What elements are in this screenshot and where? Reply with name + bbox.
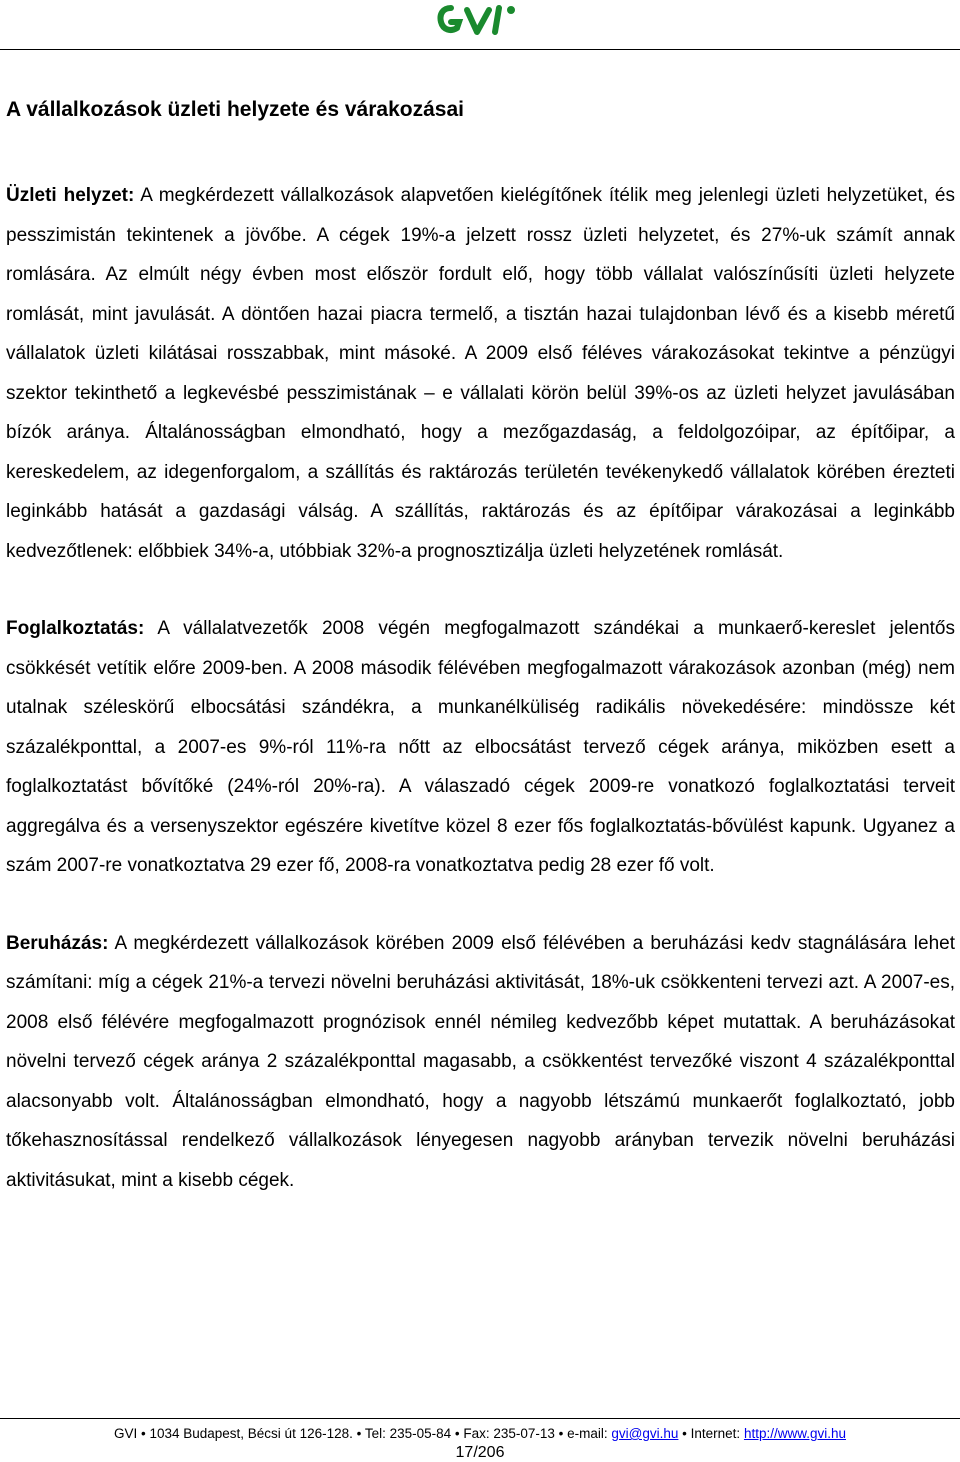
section-text: A megkérdezett vállalkozások körében 2009 első félévében a beruházási kedv stagnálására lehet számítani: míg a cégek 21%-a tervezi növelni beruházási aktivitását, 18%-uk csökkenteni tervezi azt. A 2007-es, 2008 első félévére megfogalmazott prognózisok ennél némileg kedvezőbb képet mutattak. A beruházásokat növelni tervező cégek aránya 2 százalékponttal magasabb, a csökkentést tervezőké viszont 4 százalékponttal alacsonyabb volt. Általánosságban elmondható, hogy a nagyobb létszámú munkaerőt foglalkoztató, jobb tőkehasznosítással rendelkező vállalkozások lényegesen nagyobb arányban tervezik növelni beruházási aktivitásukat, mint a kisebb cégek.: [6, 932, 955, 1191]
section-text: A megkérdezett vállalkozások alapvetően kielégítőnek ítélik meg jelenlegi üzleti helyzetüket, és pesszimistán tekintenek a jövőbe. A cégek 19%-a jelzett rossz üzleti helyzetet, és 27%-uk számít annak romlására. Az elmúlt négy évben most először fordult elő, hogy több vállalat valószínűsíti üzleti helyzete romlását, mint javulását. A döntően hazai piacra termelő, a tisztán hazai tulajdonban lévő és a kisebb méretű vállalatok üzleti kilátásai rosszabbak, mint másoké. A 2009 első féléves várakozásokat tekintve a pénzügyi szektor tekinthető a legkevésbé pesszimistának – e vállalati körön belül 39%-os az üzleti helyzet javulásában bízók aránya. Általánosságban elmondható, hogy a mezőgazdaság, a feldolgozóipar, az építőipar, a kereskedelem, az idegenforgalom, a szállítás és raktározás területén tevékenykedő vállalatok körében érezteti leginkább hatását a gazdasági válság. A szállítás, raktározás és az építőipar várakozásai a leginkább kedvezőtlenek: előbbiek 34%-a, utóbbiak 32%-a prognosztizálja üzleti helyzetének romlását.: [6, 185, 955, 562]
footer-internet-label: • Internet:: [678, 1426, 744, 1441]
footer-divider: [0, 1418, 960, 1419]
section-investment: [6, 924, 955, 1201]
section-heading: Üzleti helyzet:: [6, 185, 135, 206]
section-heading: Foglalkoztatás:: [6, 618, 145, 639]
document-title: A vállalkozások üzleti helyzete és várakozásai: [6, 98, 464, 121]
section-text: A vállalatvezetők 2008 végén megfogalmazott szándékai a munkaerő-kereslet jelentős csökkését vetítik előre 2009-ben. A 2008 második félévében megfogalmazott várakozások azonban (még) nem utalnak széleskörű elbocsátási szándékra, a munkanélküliség radikális növekedésére: mindössze két százalékponttal, a 2007-es 9%-ról 11%-ra nőtt az elbocsátást tervező cégek aránya, miközben esett a foglalkoztatást bővítőké (24%-ról 20%-ra). A válaszadó cégek 2009-re vonatkozó foglalkoztatási terveit aggregálva és a versenyszektor egészére kivetítve közel 8 ezer fős foglalkoztatás-bővülést kapunk. Ugyanez a szám 2007-re vonatkoztatva 29 ezer fő, 2008-ra vonatkoztatva pedig 28 ezer fő volt.: [6, 618, 955, 876]
section-business-situation: [6, 176, 955, 571]
page-footer: [0, 1425, 960, 1443]
footer-address: GVI • 1034 Budapest, Bécsi út 126-128. • Tel: 235-05-84 • Fax: 235-07-13 • e-mail:: [113, 1426, 612, 1441]
gvi-logo-icon: [437, 2, 523, 44]
section-employment: [6, 609, 955, 886]
document-body: [6, 96, 955, 1238]
header-divider: [0, 49, 960, 50]
footer-website-link[interactable]: http://www.gvi.hu: [743, 1426, 846, 1441]
section-heading: Beruházás:: [6, 932, 109, 954]
page-header: [0, 0, 960, 52]
footer-email-link[interactable]: gvi@gvi.hu: [611, 1426, 679, 1441]
page-number: 17/206: [455, 1444, 505, 1461]
